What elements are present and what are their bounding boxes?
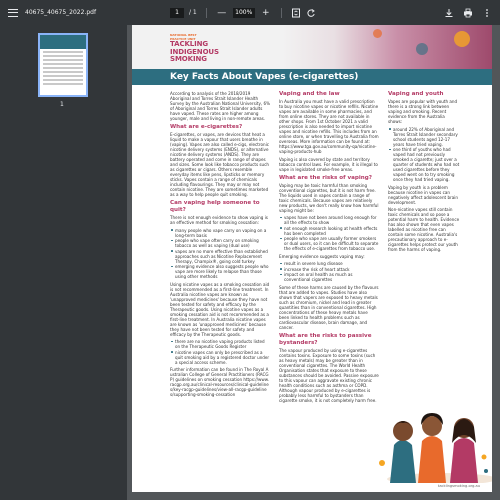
list-item: people who vape are usually former smokers or dual users, so it can be difficult to separate the effects of e-cigarettes from tobacco use. — [279, 236, 379, 251]
thumbnail-line — [43, 51, 83, 53]
fit-page-icon[interactable] — [291, 8, 301, 18]
list-item: many people who vape carry on vaping on a long-term basis — [170, 228, 270, 238]
paragraph: Further information can be found in The Royal Australian College of General Practitioners (RACGP) guidelines on smoking cessation https://www.racgp.org.au/clinical-resources/clinical-guidelines/key-racgp-guidelines/view-all-racgp-guidelines/supporting-smoking-cessation — [170, 367, 269, 397]
logo-subtitle-2: PRACTICE UNIT — [170, 37, 196, 41]
header-banner — [132, 25, 492, 69]
banner-dot — [416, 43, 428, 55]
paragraph: Some of these harms are caused by the flavours that are added to vapes. Studies have also shown that vapers are exposed to heavy metals such as chromium, nickel and lead in greater quantities than in conventional cigarettes. High concentrations of these heavy metals have been linked to health problems such as cardiovascular disease, brain damage, and cancer. — [279, 284, 379, 330]
paragraph: Emerging evidence suggests vaping may: — [279, 253, 365, 259]
paragraph: Non-nicotine vapes still contain toxic chemicals and so pose a potential harm to health. Evidence has also shown that even vapes labelled as nicotine free can contain some nicotine. Australia's precautionary approach to e-cigarettes helps protect our youth from the harms of vaping. — [388, 207, 460, 252]
zoom-out-button[interactable]: — — [217, 7, 227, 18]
page-total: / 1 — [189, 9, 197, 16]
logo-subtitle-1: NATIONAL BEST — [170, 33, 197, 37]
logo-line-1: TACKLING — [170, 40, 209, 48]
list-item: one third of youths who had vaped had not previously smoked a cigarette; just over a quarter of students who had not used cigarettes before they vaped went on to try smoking once they had tried vaping. — [388, 147, 460, 182]
section-heading: Can vaping help someone to quit? — [170, 200, 260, 213]
footer-url: tacklingsmoking.org.au — [437, 484, 480, 488]
paragraph: Using nicotine vapes as a smoking cessation aid is not recommended as a first-line treatment. In Australia nicotine vapes are known as 'unapproved medicines' because they have not been tested for safety and efficacy by the Therapeutic goods. Using nicotine vapes as a smoking cessation aid is not recommended as a first-line treatment. In Australia nicotine vapes are known as 'unapproved medicines' because they have not been tested for safety and efficacy by the Therapeutic goods. — [170, 281, 270, 337]
thumbnail-line — [43, 83, 83, 85]
toolbar-divider — [281, 8, 282, 18]
more-options-icon[interactable] — [482, 8, 492, 18]
toolbar-divider — [206, 8, 207, 18]
list-item: increase the risk of heart attack — [279, 267, 379, 272]
pdf-page — [132, 25, 492, 492]
column-3 — [388, 91, 460, 255]
thumbnail-line — [43, 75, 83, 77]
print-icon[interactable] — [463, 8, 473, 18]
logo — [170, 33, 219, 64]
document-viewer[interactable] — [127, 25, 500, 500]
thumbnail-line — [43, 55, 83, 57]
page-number-input[interactable]: 1 — [170, 8, 184, 18]
intro-paragraph: According to analysis of the 2018/2019 Aboriginal and Torres Strait Islander Health Survey by the Australian National University, 6% of Aboriginal and Torres Strait Islander adults have vaped. These rates are higher among younger, male and living in non-remote areas. — [170, 91, 270, 121]
bullet-list — [170, 228, 270, 280]
thumbnail-line — [43, 71, 83, 73]
thumbnail-page-number: 1 — [60, 101, 64, 108]
paragraph: There is not enough evidence to show vaping is an effective method for smoking cessation: — [170, 215, 268, 225]
bullet-list — [388, 127, 460, 183]
bullet-list — [279, 261, 379, 282]
list-item: impact on oral health as much as conventional cigarettes — [279, 272, 379, 282]
thumbnail-line — [43, 63, 83, 65]
download-icon[interactable] — [444, 8, 454, 18]
list-item: nicotine vapes can only be prescribed as a quit smoking aid by a registered doctor under a special access scheme. — [170, 350, 270, 365]
paragraph: Vaping may be toxic harmful than smoking conventional cigarettes, but it is not harm free. The liquids used in vapes contain a range of toxic chemicals. Because vapes are relatively new products, we don't really know how harmful vaping might be: — [279, 182, 379, 213]
thumbnail-line — [43, 79, 83, 81]
pdf-toolbar — [0, 0, 500, 25]
paragraph: In Australia you must have a valid prescription to buy nicotine vapes or nicotine refills. Nicotine vapes are available in some pharmacies, and from online stores. They are not available in other shops. From 1st October 2021 a valid prescription is also needed to import nicotine vapes and nicotine refills. This includes from an online store, or when travelling to Australia from overseas. More information can be found at: https://www.tga.gov.au/community-qa/nicotine-vaping-products-hub — [279, 99, 379, 154]
thumbnail-sidebar — [0, 25, 127, 500]
page-thumbnail[interactable] — [38, 33, 88, 97]
logo-line-3: SMOKING — [170, 55, 207, 63]
bullet-list — [279, 215, 379, 251]
column-1 — [170, 91, 270, 400]
list-item: vapes have not been around long enough for all the effects to show — [279, 215, 379, 225]
paragraph: The vapour produced by using e-cigarettes contains toxins. Exposure to some toxins (such as heavy metals) may be greater than in conventional cigarettes. The World Health Organisation states that exposure to these substances should be avoided. Passive exposure to this vapour can aggravate existing chronic health conditions such as asthma or COPD. Although vapour produced by e-cigarettes is probably less harmful to bystanders than cigarette smoke, it is not completely harm free. — [279, 347, 379, 403]
thumbnail-line — [43, 67, 83, 69]
list-item: people who vape often carry on smoking tobacco as well as vaping (dual use) — [170, 238, 270, 248]
banner-dot — [373, 29, 382, 38]
list-item: there are no nicotine vaping products listed on the Therapeutic Goods Register — [170, 339, 270, 349]
people-illustration — [372, 383, 492, 483]
zoom-level-input[interactable]: 100% — [233, 8, 255, 18]
column-2 — [279, 91, 379, 405]
section-heading: What are e-cigarettes? — [170, 124, 243, 130]
section-heading: Vaping and the law — [279, 91, 340, 97]
file-name: 40675_40675_2022.pdf — [25, 9, 97, 16]
paragraph: E-cigarettes, or vapes, are devices that heat a liquid to make a vapour that users breathe in (vaping). Vapes are also called e-cigs, electronic nicotine delivery systems (ENDS), or alternative nicotine delivery systems (ANDS). They are battery operated and come in range of shapes and sizes. Some look like tobacco products such as cigarettes or cigars. Others resemble everyday items like pens, lipsticks or memory sticks. Vapes contain a range of chemicals including flavourings. They may or may not contain nicotine. They are sometimes marketed as a way to help people quit smoking. — [170, 132, 270, 197]
list-item: result in severe lung disease — [279, 261, 379, 266]
banner-dot — [454, 31, 470, 47]
section-heading: Vaping and youth — [388, 91, 444, 97]
thumbnail-line — [43, 59, 83, 61]
list-item: around 22% of Aboriginal and Torres Strait Islander secondary school students aged 12-17 years have tried vaping. — [388, 127, 460, 147]
zoom-in-button[interactable]: + — [261, 7, 270, 18]
list-item: vapes are no more effective than established approaches such as Nicotine Replacement Therapy, Champix®, going cold turkey — [170, 249, 270, 264]
rotate-icon[interactable] — [306, 8, 316, 18]
section-heading: What are the risks of vaping? — [279, 174, 373, 181]
paragraph: Vaping by youth is a problem because nicotine in vapes can negatively affect adolescent brain development. — [388, 184, 458, 205]
title-bar — [132, 69, 492, 85]
menu-icon[interactable] — [8, 9, 18, 17]
list-item: emerging evidence also suggests people who vape are more likely to relapse than those using other methods — [170, 264, 270, 279]
section-heading: What are the risks to passive bystanders? — [279, 332, 372, 346]
logo-line-2: INDIGENOUS — [170, 47, 219, 56]
thumbnail-header — [40, 35, 86, 49]
document-title: Key Facts About Vapes (e-cigarettes) — [170, 72, 359, 82]
bullet-list — [170, 339, 270, 365]
paragraph: Vaping is also covered by state and territory tobacco control laws. For example, it is illegal to vape in legislated smoke-free areas. — [279, 156, 378, 172]
list-item: not enough research looking at health effects has been completed — [279, 226, 379, 236]
paragraph: Vapes are popular with youth and there is a strong link between vaping and smoking. Recent evidence from the Australia shows: — [388, 99, 458, 124]
